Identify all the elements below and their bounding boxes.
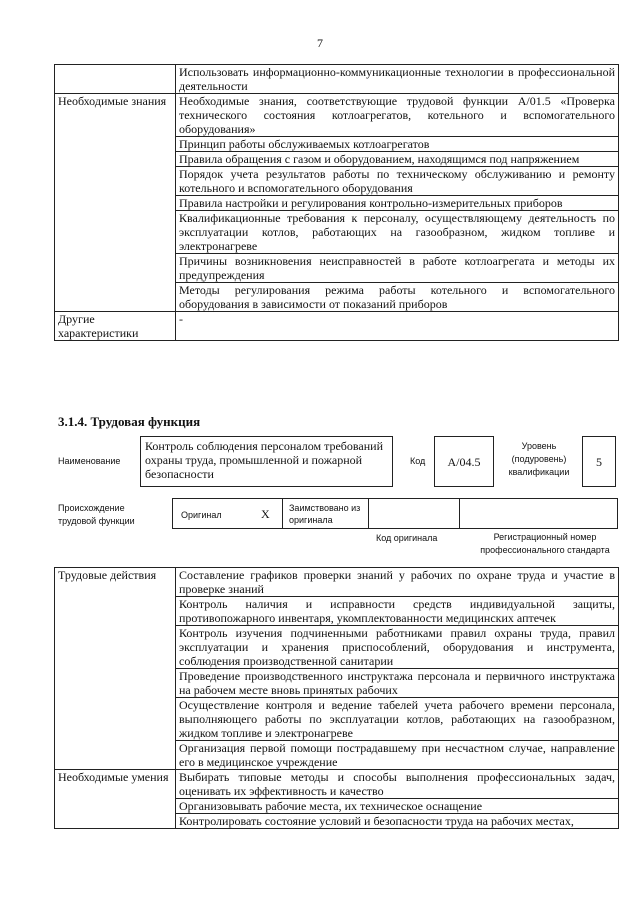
row-item: Необходимые знания, соответствующие трудовой функции А/01.5 «Проверка технического состояния котлоагрегатов, котельного и вспомогательного оборудования» — [176, 94, 619, 137]
row-item: Осуществление контроля и ведение табелей учета рабочего времени персонала, выполняющего работы по эксплуатации котлов, работающих на газообразном, жидком топливе и электронагреве — [176, 698, 619, 741]
table-row — [55, 94, 619, 137]
row-item: Проведение производственного инструктажа персонала и первичного инструктажа на рабочем месте вновь принятых рабочих — [176, 669, 619, 698]
original-label: Оригинал — [181, 510, 222, 520]
row-label: Необходимые умения — [55, 770, 176, 829]
table-row — [55, 770, 619, 799]
row-item: Выбирать типовые методы и способы выполнения профессиональных задач, оценивать их эффективность и качество — [176, 770, 619, 799]
row-item: Контроль наличия и исправности средств индивидуальной защиты, противопожарного инвентаря, укомплектованности медицинских аптечек — [176, 597, 619, 626]
row-item: Правила обращения с газом и оборудованием, находящимся под напряжением — [176, 152, 619, 167]
borrowed-cell — [282, 498, 369, 529]
table-row — [55, 568, 619, 597]
row-item: - — [176, 312, 619, 341]
row-label: Другие характеристики — [55, 312, 176, 341]
row-item: Контролировать состояние условий и безопасности труда на рабочих местах, — [176, 814, 619, 829]
table-row — [55, 65, 619, 94]
row-item: Квалификационные требования к персоналу, осуществляющему деятельность по эксплуатации котлов, работающих на газообразном, жидком топливе и электронагреве — [176, 211, 619, 254]
level-label: Уровень (подуровень) квалификации — [508, 441, 570, 477]
row-item: Использовать информационно-коммуникационные технологии в профессиональной деятельности — [176, 65, 619, 94]
reg-number-caption: Регистрационный номер профессионального стандарта — [480, 532, 610, 555]
name-label: Наименование — [58, 456, 121, 466]
section-heading: 3.1.4. Трудовая функция — [58, 414, 201, 429]
row-item: Правила настройки и регулирования контрольно-измерительных приборов — [176, 196, 619, 211]
level-value-box — [582, 436, 616, 487]
row-item: Принцип работы обслуживаемых котлоагрегатов — [176, 137, 619, 152]
requirements-table-top — [54, 64, 619, 341]
original-code-cell — [368, 498, 460, 529]
row-item: Причины возникновения неисправностей в работе котлоагрегата и методы их предупреждения — [176, 254, 619, 283]
page-number: 7 — [317, 36, 323, 50]
row-item: Организация первой помощи пострадавшему при несчастном случае, направление его в медицинское учреждение — [176, 741, 619, 770]
row-item: Порядок учета результатов работы по техническому обслуживанию и ремонту котельного и вспомогательного оборудования — [176, 167, 619, 196]
row-label: Трудовые действия — [55, 568, 176, 770]
original-cell — [172, 498, 283, 529]
row-item: Контроль изучения подчиненными работниками правил охраны труда, правил эксплуатации и хранения приспособлений, оборудования и инструмента, соблюдения производственной санитарии — [176, 626, 619, 669]
original-mark: X — [261, 507, 270, 521]
row-label — [55, 65, 176, 94]
borrowed-label: Заимствовано из оригинала — [289, 503, 361, 525]
reg-number-cell — [459, 498, 618, 529]
row-item: Методы регулирования режима работы котельного и вспомогательного оборудования в зависимости от показаний приборов — [176, 283, 619, 312]
function-name-box — [140, 436, 393, 487]
table-row — [55, 312, 619, 341]
requirements-table-bottom — [54, 567, 619, 829]
function-name: Контроль соблюдения персоналом требований охраны труда, промышленной и пожарной безопасности — [145, 439, 383, 481]
orig-code-caption: Код оригинала — [376, 533, 438, 543]
code-value: А/04.5 — [447, 455, 481, 469]
level-value: 5 — [596, 455, 602, 469]
row-item: Составление графиков проверки знаний у рабочих по охране труда и участие в проверке знаний — [176, 568, 619, 597]
origin-label: Происхождение трудовой функции — [58, 503, 135, 526]
code-value-box — [434, 436, 494, 487]
code-label: Код — [410, 456, 426, 466]
row-label: Необходимые знания — [55, 94, 176, 312]
row-item: Организовывать рабочие места, их техническое оснащение — [176, 799, 619, 814]
